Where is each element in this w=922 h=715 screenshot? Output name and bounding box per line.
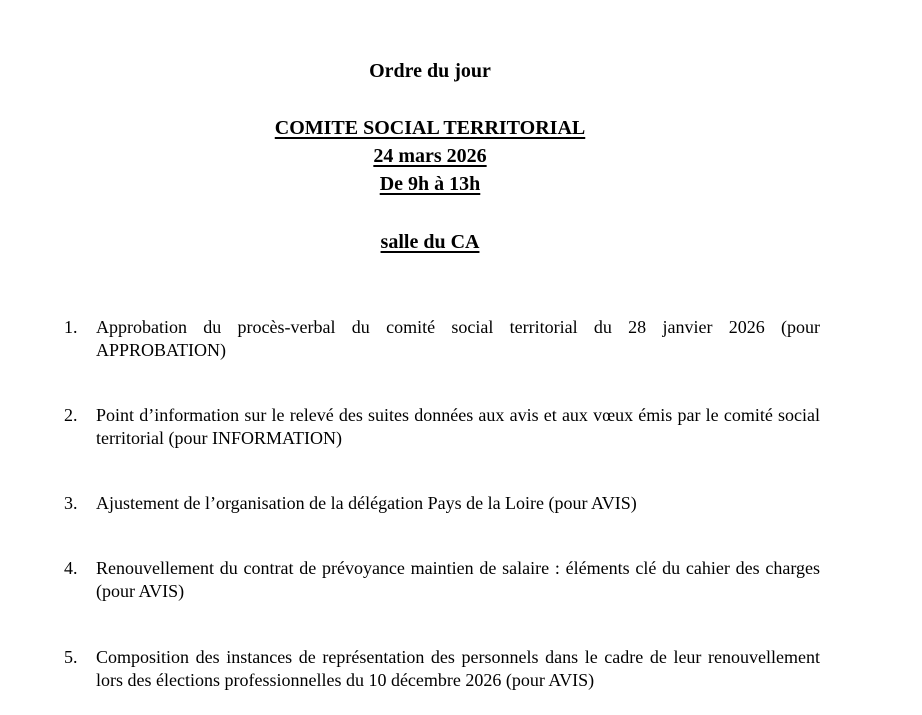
- agenda-item: [64, 557, 820, 603]
- meeting-time: [0, 170, 860, 198]
- agenda-item-text: Renouvellement du contrat de prévoyance maintien de salaire : éléments clé du cahier des charges (pour AVIS): [96, 558, 820, 601]
- meeting-room: [0, 228, 860, 256]
- agenda-item: [64, 646, 820, 692]
- agenda-item: [64, 404, 820, 450]
- agenda-item: [64, 492, 820, 515]
- agenda-item-number: 4.: [64, 558, 78, 578]
- agenda-item-number: 1.: [64, 317, 78, 337]
- agenda-item-text: Ajustement de l’organisation de la délégation Pays de la Loire (pour AVIS): [96, 493, 637, 513]
- meeting-date: [0, 142, 860, 170]
- agenda-item-number: 5.: [64, 647, 78, 667]
- agenda-item-text: Point d’information sur le relevé des suites données aux avis et aux vœux émis par le comité social territorial (pour INFORMATION): [96, 405, 820, 448]
- meeting-time-text: De 9h à 13h: [379, 173, 481, 195]
- agenda-item-text: Approbation du procès-verbal du comité social territorial du 28 janvier 2026 (pour APPROBATION): [96, 317, 820, 360]
- meeting-date-text: 24 mars 2026: [373, 145, 487, 167]
- agenda-item-number: 2.: [64, 405, 78, 425]
- agenda-title: [0, 57, 860, 85]
- meeting-room-text: salle du CA: [380, 231, 480, 253]
- committee-name-text: COMITE SOCIAL TERRITORIAL: [274, 117, 586, 139]
- agenda-item-text: Composition des instances de représentation des personnels dans le cadre de leur renouvellement lors des élections professionnelles du 10 décembre 2026 (pour AVIS): [96, 647, 820, 690]
- agenda-item: [64, 316, 820, 362]
- agenda-item-number: 3.: [64, 493, 78, 513]
- agenda-title-text: Ordre du jour: [369, 60, 491, 82]
- committee-name: [0, 114, 860, 142]
